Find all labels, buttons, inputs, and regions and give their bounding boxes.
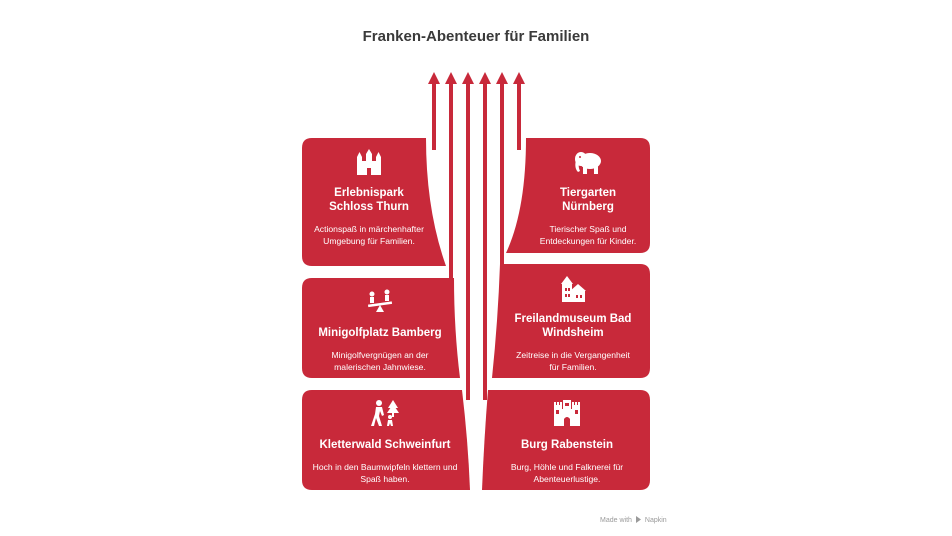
made-with-label: Made with [600,517,632,524]
arrowheads [428,72,525,84]
arrowhead-3 [462,72,474,84]
card-description: Hoch in den Baumwipfeln klettern und Spaß haben. [312,462,458,484]
castle-icon [356,148,382,178]
made-with-footer [600,516,667,525]
arrowhead-6 [513,72,525,84]
arrowhead-1 [428,72,440,84]
arrowhead-2 [445,72,457,84]
card-title: Erlebnispark Schloss Thurn [329,187,409,213]
village-houses-icon [558,274,588,304]
card-tiergarten [526,148,650,247]
elephant-icon [573,148,603,178]
card-kletterwald [302,398,468,485]
card-description: Tierischer Spaß und Entdeckungen für Kinder. [539,224,637,246]
hiking-family-icon [370,398,400,428]
fortress-icon [552,398,582,428]
napkin-brand-label: Napkin [644,517,667,524]
card-erlebnispark [302,148,436,247]
card-title: Burg Rabenstein [520,439,613,451]
card-title: Minigolfplatz Bamberg [318,327,442,339]
card-description: Actionspaß in märchenhafter Umgebung für Familien. [314,224,424,246]
card-description: Burg, Höhle und Falknerei für Abenteuerlustige. [510,462,624,484]
napkin-logo-icon [635,516,642,525]
card-title: Kletterwald Schweinfurt [319,439,451,451]
seesaw-icon [366,286,394,316]
card-title: Tiergarten Nürnberg [559,187,617,213]
card-description: Zeitreise in die Vergangenheit für Familien. [516,350,630,372]
card-burg-rabenstein [484,398,650,485]
card-minigolf [302,286,458,373]
arrowhead-4 [479,72,491,84]
arrowhead-5 [496,72,508,84]
card-description: Minigolfvergnügen an der malerischen Jahnwiese. [331,350,429,372]
diagram-title: Franken-Abenteuer für Familien [362,28,590,45]
card-title: Freilandmuseum Bad Windsheim [514,313,632,339]
card-freilandmuseum [496,274,650,373]
